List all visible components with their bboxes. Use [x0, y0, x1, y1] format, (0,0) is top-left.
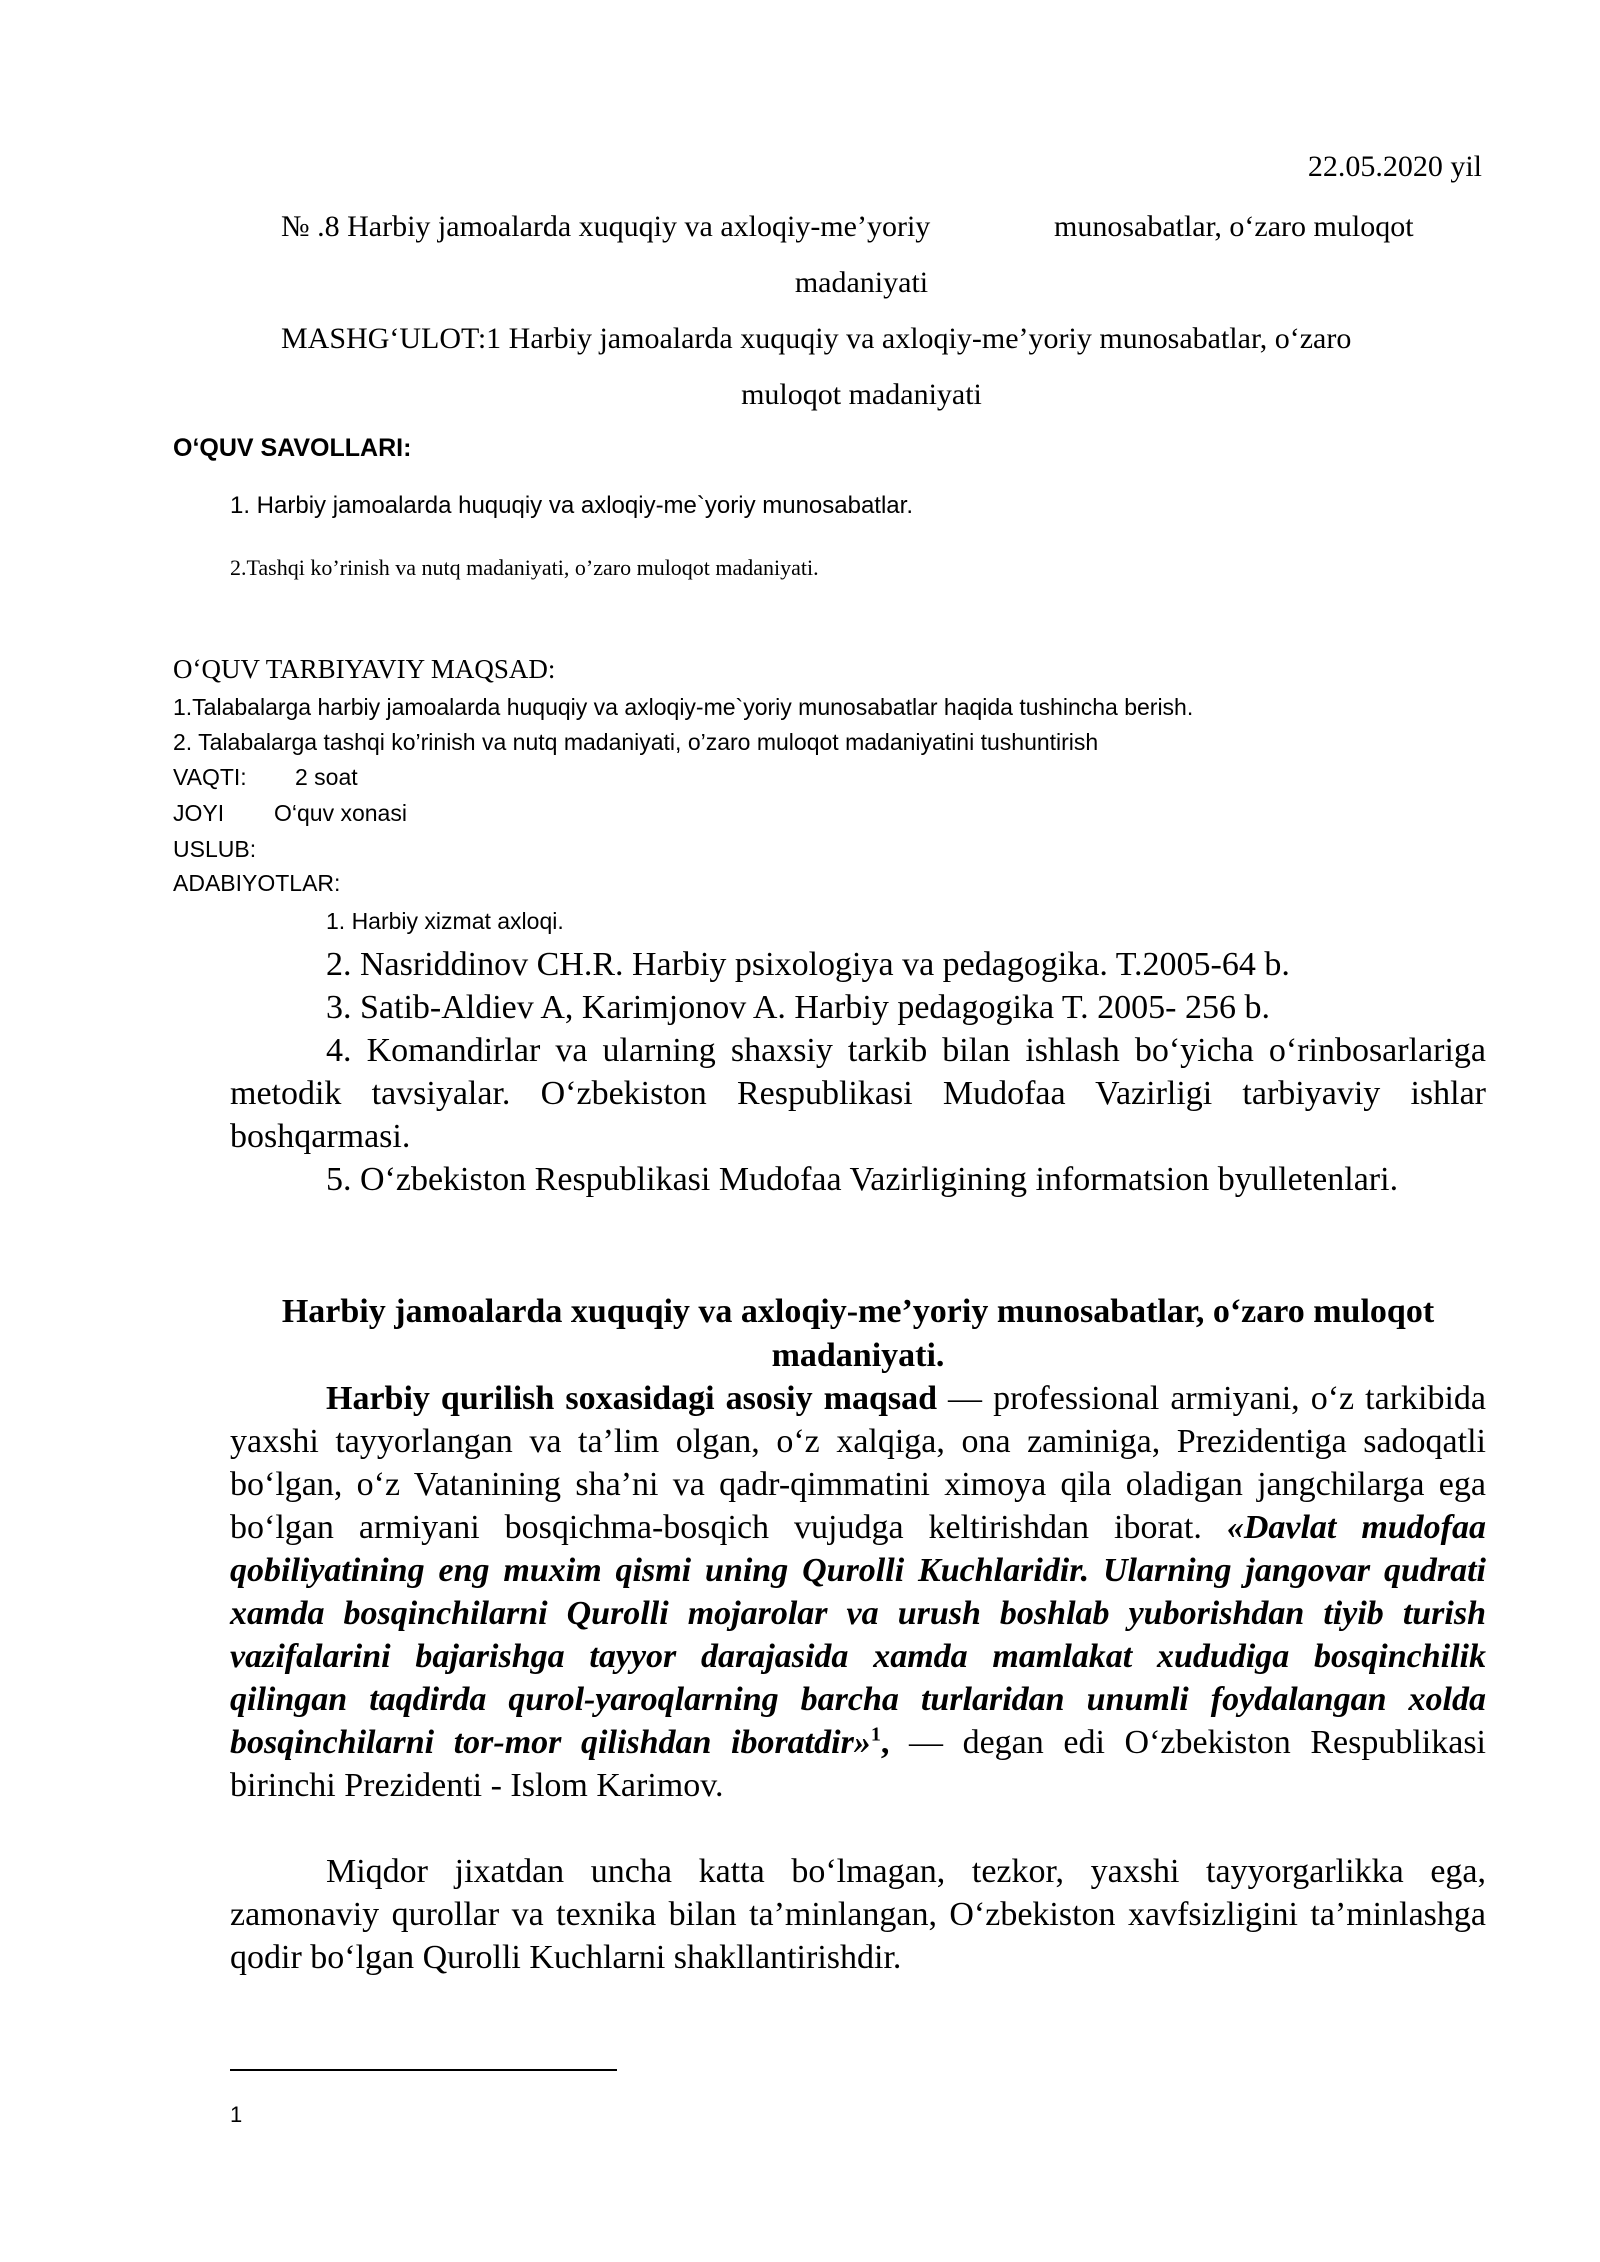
body-paragraph [230, 1377, 1486, 1807]
time-value: 2 soat [295, 764, 358, 790]
president-quote: «Davlat mudofaa qobiliyatining eng muxim qismi uning Qurolli Kuchlaridir. Ularning jangovar qudrati xamda bosqinchilarni Qurolli mojarolar va urush boshlab yuborishdan tiyib turish vazifalarini bajarishga tayyor darajasida xamda mamlakat xududiga bosqinchilik qilingan taqdirda qurol-yaroqlarning barcha turlaridan unumli foydalangan xolda bosqinchilarni tor-mor qilishdan iboratdir» [230, 1509, 1487, 1761]
footnote-separator [230, 2069, 617, 2071]
goal-item: 2. Talabalarga tashqi ko’rinish va nutq madaniyati, o’zaro muloqot madaniyatini tushuntirish [173, 729, 1099, 755]
goals-heading: O‘QUV TARBIYAVIY MAQSAD: [173, 654, 556, 684]
paragraph-tail: — degan edi O‘zbekiston Respublikasi birinchi Prezidenti - Islom Karimov. [230, 1724, 1486, 1804]
literature-label: ADABIYOTLAR: [173, 870, 341, 896]
body-paragraph: Miqdor jixatdan uncha katta bo‘lmagan, tezkor, yaxshi tayyorgarlikka ega, zamonaviy qurollar va texnika bilan ta’minlangan, O‘zbekiston xavfsizligini ta’minlashga qodir bo‘lgan Qurolli Kuchlarni shakllantirishdir. [230, 1853, 1486, 1976]
paragraph-text: — professional armiyani, o‘z tarkibida yaxshi tayyorlangan va ta’lim olgan, o‘z xalqiga, ona zaminiga, Prezidentiga sadoqatli bo‘lgan, o‘z Vatanining sha’ni va qadr-qimmatini ximoya qila oladigan jangchilarga ega bo‘lgan armiyani bosqichma-bosqich vujudga keltirishdan iborat. [230, 1380, 1487, 1546]
document-date: 22.05.2020 yil [1307, 150, 1482, 183]
study-question-item: 2.Tashqi ko’rinish va nutq madaniyati, o’zaro muloqot madaniyati. [230, 555, 819, 580]
lesson-title-line2: muloqot madaniyati [741, 378, 982, 411]
literature-item: 4. Komandirlar va ularning shaxsiy tarkib bilan ishlash bo‘yicha o‘rinbosarlariga metodik tavsiyalar. O‘zbekiston Respublikasi Mudofaa Vazirligi tarbiyaviy ishlar boshqarmasi. [230, 1032, 1486, 1155]
place-value: O‘quv xonasi [274, 800, 407, 826]
topic-title-part2: munosabatlar, o‘zaro muloqot [1054, 210, 1414, 243]
quote-comma: , [880, 1724, 890, 1761]
topic-title-part3: madaniyati [794, 266, 929, 299]
study-questions-heading: O‘QUV SAVOLLARI: [173, 434, 412, 462]
time-row [173, 764, 358, 791]
section-title: Harbiy jamoalarda xuquqiy va axloqiy-me’yoriy munosabatlar, o‘zaro muloqot madaniyati. [281, 1293, 1435, 1374]
footnote-number: 1 [230, 2102, 243, 2127]
study-question-item: 1. Harbiy jamoalarda huquqiy va axloqiy-me`yoriy munosabatlar. [230, 492, 913, 519]
literature-item: 3. Satib-Aldiev A, Karimjonov A. Harbiy pedagogika T. 2005- 256 b. [326, 989, 1270, 1026]
goal-item: 1.Talabalarga harbiy jamoalarda huquqiy va axloqiy-me`yoriy munosabatlar haqida tushincha berish. [173, 694, 1194, 720]
literature-item: 2. Nasriddinov CH.R. Harbiy psixologiya va pedagogika. T.2005-64 b. [326, 946, 1290, 983]
literature-item: 1. Harbiy xizmat axloqi. [326, 908, 564, 934]
paragraph-lead: Harbiy qurilish soxasidagi asosiy maqsad [326, 1380, 938, 1417]
lesson-title-line1: MASHG‘ULOT:1 Harbiy jamoalarda xuquqiy va axloqiy-me’yoriy munosabatlar, o‘zaro [281, 322, 1352, 355]
method-label: USLUB: [173, 836, 257, 862]
place-row [173, 800, 407, 827]
place-label: JOYI [173, 800, 225, 826]
topic-title-part1: № .8 Harbiy jamoalarda xuquqiy va axloqiy-me’yoriy [281, 210, 931, 243]
literature-item: 5. O‘zbekiston Respublikasi Mudofaa Vazirligining informatsion byulletenlari. [326, 1161, 1399, 1198]
time-label: VAQTI: [173, 764, 247, 790]
footnote-reference[interactable]: 1 [870, 1723, 881, 1746]
